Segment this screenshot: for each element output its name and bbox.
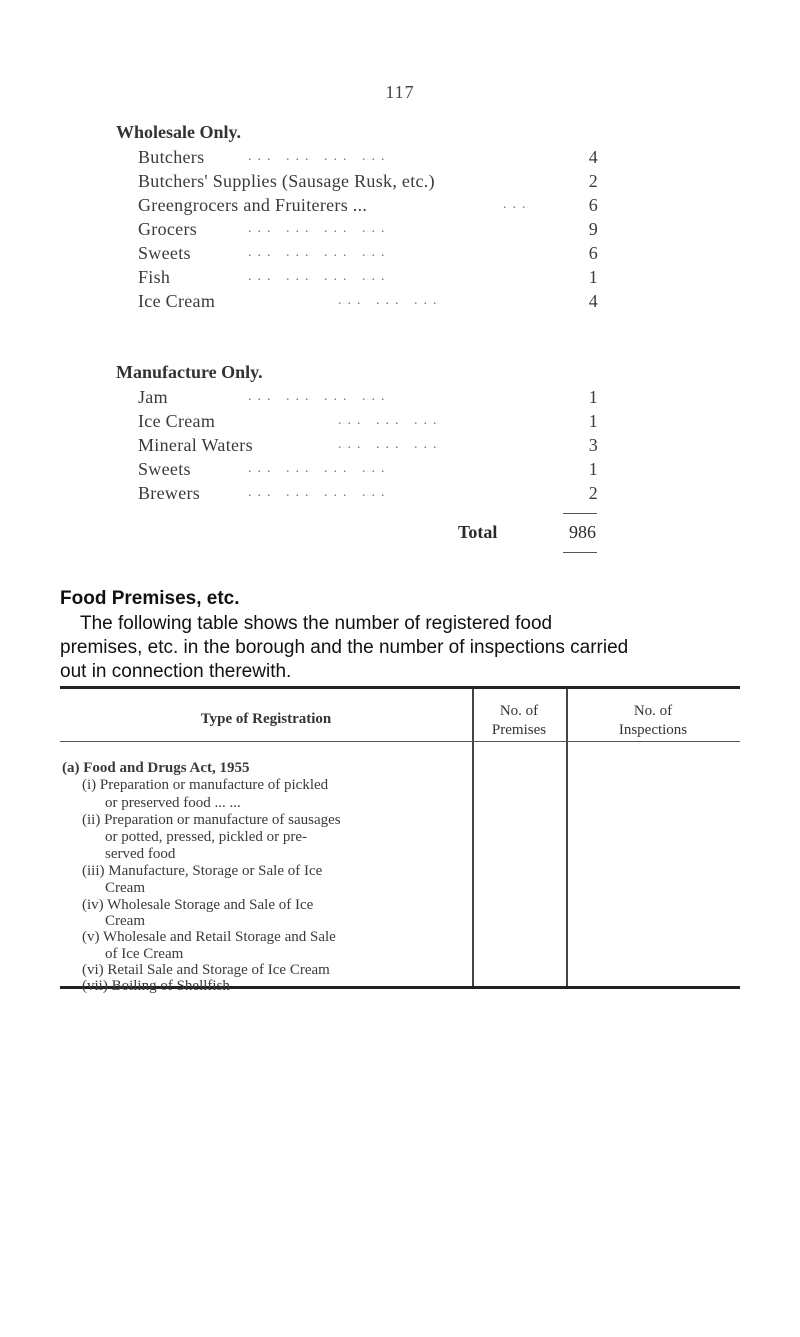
page-number: 117 <box>385 82 415 102</box>
table-row-label: or potted, pressed, pickled or pre- <box>105 829 308 845</box>
item-value: 9 <box>588 219 598 239</box>
list-item <box>138 458 598 480</box>
header-inspections-line: Inspections <box>618 722 688 738</box>
item-value: 2 <box>588 171 598 191</box>
item-value: 3 <box>588 435 598 455</box>
item-value: 4 <box>588 291 598 311</box>
total-rule-bottom <box>563 552 597 553</box>
list-item <box>138 146 598 168</box>
leader-dots: ... ... ... ... <box>248 149 391 164</box>
header-inspections-line: No. of <box>633 703 673 719</box>
food-premises-intro <box>60 612 740 684</box>
header-rule <box>60 741 740 742</box>
item-label: Mineral Waters <box>138 435 253 455</box>
manufacture-list <box>138 386 598 506</box>
table-row-label: Cream <box>105 880 145 896</box>
table-top-rule <box>60 686 740 689</box>
list-item <box>138 482 598 504</box>
list-item <box>138 266 598 288</box>
intro-line: out in connection therewith. <box>60 661 292 682</box>
header-type: Type of Registration <box>200 711 332 727</box>
table-row-label: (vi) Retail Sale and Storage of Ice Cream <box>82 962 330 978</box>
header-premises-line: Premises <box>491 722 547 738</box>
item-value: 2 <box>588 483 598 503</box>
leader-dots: ... ... ... <box>338 413 443 428</box>
table-row-label: of Ice Cream <box>105 946 184 962</box>
list-item <box>138 434 598 456</box>
list-item <box>138 170 598 192</box>
header-premises <box>472 702 566 740</box>
total-label: Total <box>458 522 498 542</box>
list-item <box>138 386 598 408</box>
total-rule-top <box>563 513 597 514</box>
table-row-label: (iv) Wholesale Storage and Sale of Ice <box>82 897 314 913</box>
item-value: 1 <box>588 387 598 407</box>
header-premises-line: No. of <box>499 703 539 719</box>
item-value: 1 <box>588 267 598 287</box>
table-row-label: (iii) Manufacture, Storage or Sale of Ice <box>82 863 323 879</box>
food-premises-heading: Food Premises, etc. <box>60 588 240 609</box>
intro-line: The following table shows the number of registered food <box>80 613 553 634</box>
item-label: Fish <box>138 267 171 287</box>
wholesale-list <box>138 146 598 316</box>
leader-dots: ... ... ... ... <box>248 389 391 404</box>
item-value: 4 <box>588 147 598 167</box>
list-item <box>138 290 598 312</box>
item-value: 1 <box>588 459 598 479</box>
item-label: Ice Cream <box>138 411 216 431</box>
item-value: 6 <box>588 195 598 215</box>
table-row-label: (ii) Preparation or manufacture of sausages <box>82 812 341 828</box>
item-value: 6 <box>588 243 598 263</box>
list-item <box>138 218 598 240</box>
table-row-label: or preserved food ... ... <box>105 795 241 811</box>
table-row-label: (vii) Boiling of Shellfish <box>82 978 230 994</box>
item-label: Greengrocers and Fruiterers ... <box>138 195 368 215</box>
item-label: Butchers' Supplies (Sausage Rusk, etc.) <box>138 171 435 191</box>
leader-dots: ... ... ... ... <box>248 485 391 500</box>
table-row-label: (i) Preparation or manufacture of pickled <box>82 777 329 793</box>
leader-dots: ... ... ... ... <box>248 221 391 236</box>
leader-dots: ... ... ... ... <box>248 461 391 476</box>
item-label: Brewers <box>138 483 201 503</box>
table-row-label: Cream <box>105 913 145 929</box>
leader-dots: ... ... ... ... <box>248 245 391 260</box>
leader-dots: ... ... ... ... <box>248 269 391 284</box>
list-item <box>138 194 598 216</box>
wholesale-heading: Wholesale Only. <box>116 122 242 142</box>
leader-dots: ... ... ... <box>338 437 443 452</box>
item-label: Butchers <box>138 147 205 167</box>
item-label: Sweets <box>138 459 191 479</box>
table-row-label: (v) Wholesale and Retail Storage and Sale <box>82 929 336 945</box>
item-label: Jam <box>138 387 168 407</box>
section-heading-a: (a) Food and Drugs Act, 1955 <box>62 760 250 776</box>
item-value: 1 <box>588 411 598 431</box>
item-label: Grocers <box>138 219 198 239</box>
total-value: 986 <box>569 522 596 542</box>
intro-line: premises, etc. in the borough and the number of inspections carried <box>60 637 629 658</box>
item-label: Sweets <box>138 243 191 263</box>
item-label: Ice Cream <box>138 291 216 311</box>
leader-dots: ... ... ... <box>338 293 443 308</box>
list-item <box>138 242 598 264</box>
leader-dots: ... <box>503 197 532 212</box>
manufacture-heading: Manufacture Only. <box>116 362 263 382</box>
list-item <box>138 410 598 432</box>
header-inspections <box>566 702 740 740</box>
table-row-label: served food <box>105 846 176 862</box>
